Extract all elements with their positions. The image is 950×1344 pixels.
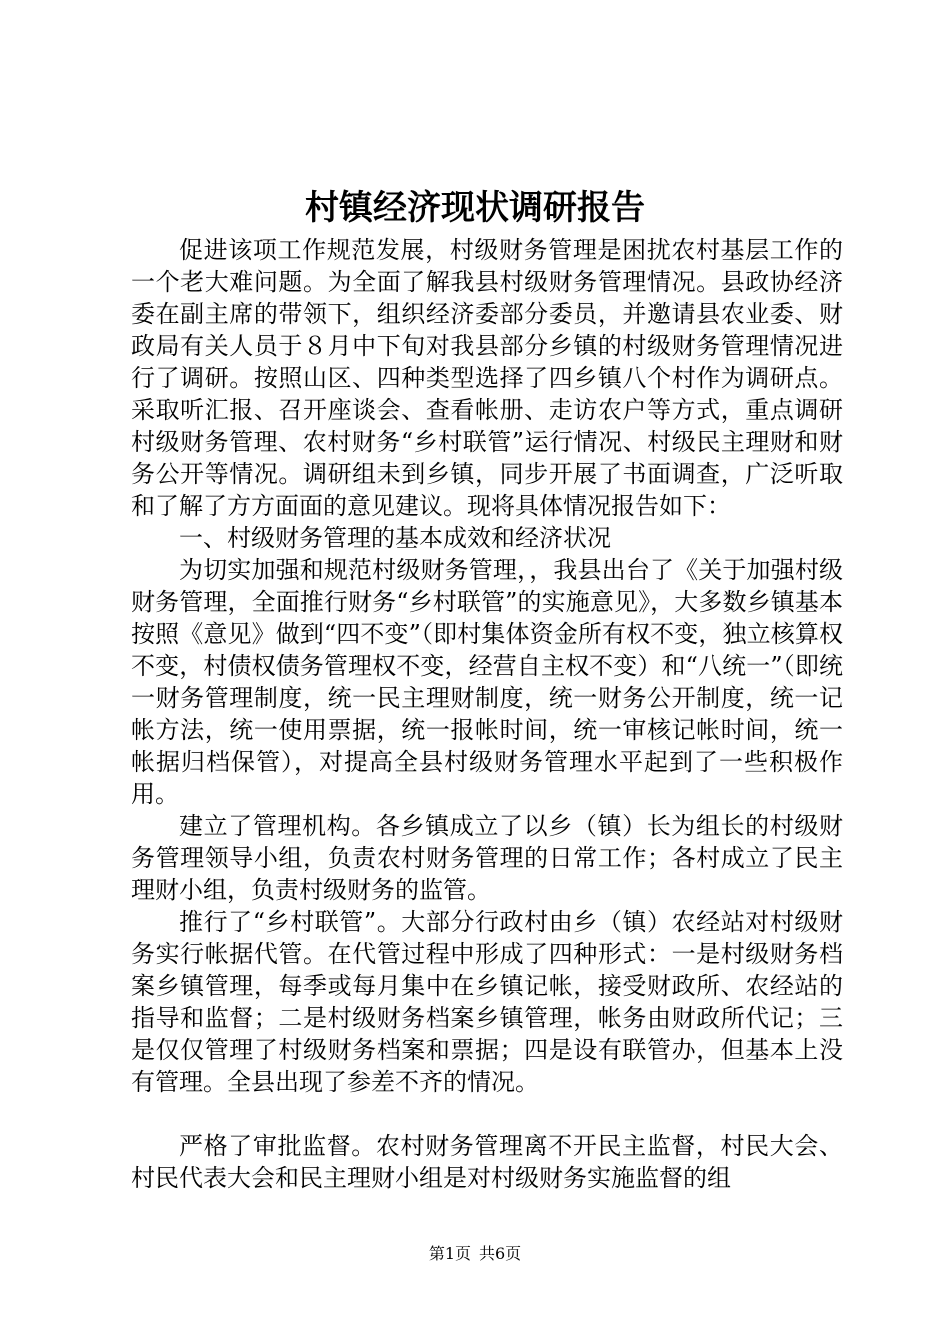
paragraph-supervision: 严格了审批监督。农村财务管理离不开民主监督，村民大会、村民代表大会和民主理财小组是对村级财务实施监督的组 [131,1132,843,1192]
page-number: 第1页 [428,1244,471,1263]
paragraph-joint-management: 推行了“乡村联管”。大部分行政村由乡（镇）农经站对村级财务实行帐据代管。在代管过程中形成了四种形式：一是村级财务档案乡镇管理，每季或每月集中在乡镇记帐，接受财政所、农经站的指导和监督；二是村级财务档案乡镇管理，帐务由财政所代记；三是仅仅管理了村级财务档案和票据；四是设有联管办，但基本上没有管理。全县出现了参差不齐的情况。 [131,908,843,1096]
paragraph-policy: 为切实加强和规范村级财务管理，，我县出台了《关于加强村级财务管理，全面推行财务“乡村联管”的实施意见》，大多数乡镇基本按照《意见》做到“四不变”（即村集体资金所有权不变，独立核算权不变，村债权债务管理权不变，经营自主权不变）和“八统一”（即统一财务管理制度，统一民主理财制度，统一财务公开制度，统一记帐方法，统一使用票据，统一报帐时间，统一审核记帐时间，统一帐据归档保管），对提高全县村级财务管理水平起到了一些积极作用。 [131,556,843,808]
page-total: 共6页 [479,1244,522,1263]
page-footer [0,1243,950,1265]
section-heading-1: 一、村级财务管理的基本成效和经济状况 [179,524,611,552]
paragraph-gap [131,1098,843,1130]
paragraph-intro: 促进该项工作规范发展，村级财务管理是困扰农村基层工作的一个老大难问题。为全面了解我县村级财务管理情况。县政协经济委在副主席的带领下，组织经济委部分委员，并邀请县农业委、财政局有关人员于８月中下旬对我县部分乡镇的村级财务管理情况进行了调研。按照山区、四种类型选择了四乡镇八个村作为调研点。采取听汇报、召开座谈会、查看帐册、走访农户等方式，重点调研村级财务管理、农村财务“乡村联管”运行情况、村级民主理财和财务公开等情况。调研组未到乡镇，同步开展了书面调查，广泛听取和了解了方方面面的意见建议。现将具体情况报告如下： [131,236,843,520]
paragraph-management-body: 建立了管理机构。各乡镇成立了以乡（镇）长为组长的村级财务管理领导小组，负责农村财务管理的日常工作；各村成立了民主理财小组，负责村级财务的监管。 [131,812,843,904]
document-title: 村镇经济现状调研报告 [305,188,645,228]
document-body [131,234,843,1194]
